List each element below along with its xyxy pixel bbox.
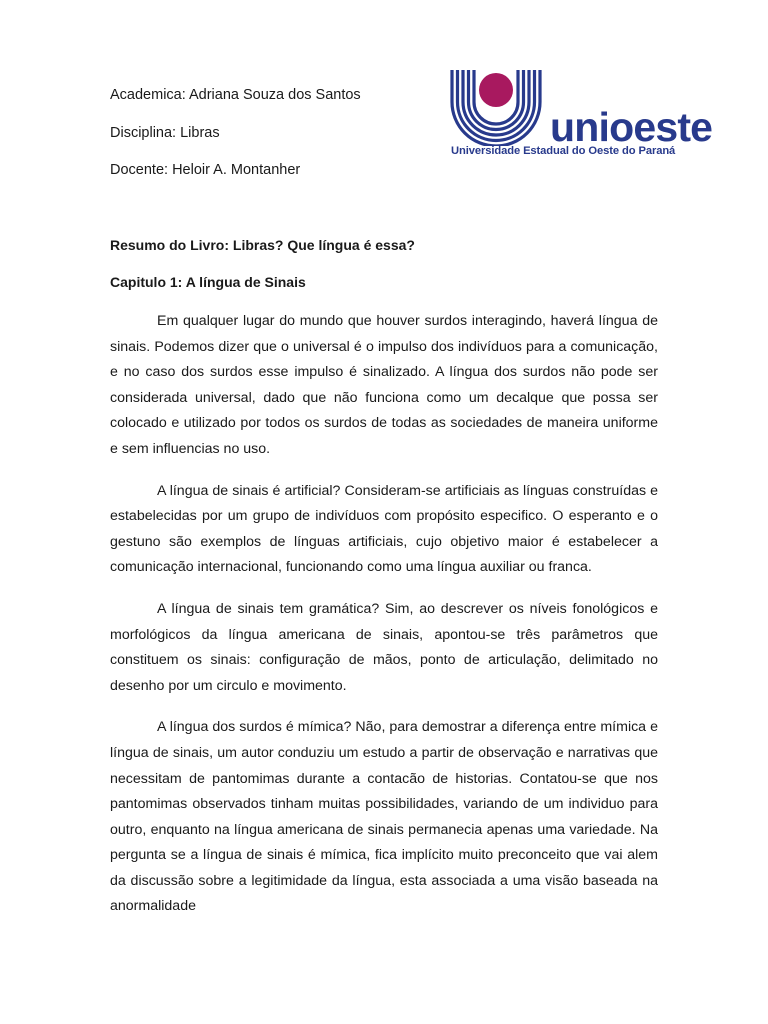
document-title: Resumo do Livro: Libras? Que língua é essa? (110, 237, 415, 253)
logo-subtitle: Universidade Estadual do Oeste do Paraná (451, 145, 676, 157)
paragraph: A língua de sinais é artificial? Consideram-se artificiais as línguas construídas e estabelecidas por um grupo de indivíduos com propósito especifico. O esperanto e o gestuno são exemplos de línguas artificiais, cujo objetivo maior é estabelecer a comunicação internacional, funcionando como uma língua auxiliar ou franca. (110, 482, 658, 576)
body-text (110, 309, 658, 936)
paragraph: Em qualquer lugar do mundo que houver surdos interagindo, haverá língua de sinais. Podemos dizer que o universal é o impulso dos indivíduos para a comunicação, e no caso dos surdos esse impulso é sinalizado. A língua dos surdos não pode ser considerada universal, dado que não funciona como um decalque que possa ser colocado e utilizado por todos os surdos de todas as sociedades de maneira uniforme e sem influencias no uso. (110, 313, 658, 457)
unioeste-emblem-icon (446, 68, 550, 146)
teacher-name: Docente: Heloir A. Montanher (110, 162, 301, 178)
paragraph: A língua de sinais tem gramática? Sim, ao descrever os níveis fonológicos e morfológicos da língua americana de sinais, apontou-se três parâmetros que constituem os sinais: configuração de mãos, ponto de articulação, delimitado no desenho por um circulo e movimento. (110, 600, 658, 694)
course-name: Disciplina: Libras (110, 125, 220, 141)
unioeste-logo (446, 68, 716, 160)
paragraph: A língua dos surdos é mímica? Não, para demostrar a diferença entre mímica e língua de sinais, um autor conduziu um estudo a partir de observação e narrativas que necessitam de pantomimas durante a contacão de historias. Contatou-se que nos pantomimas observados tinham muitas possibilidades, variando de um individuo para outro, enquanto na língua americana de sinais permanecia apenas uma variedade. Na pergunta se a língua de sinais é mímica, fica implícito muito preconceito que vai alem da discussão sobre a legitimidade da língua, esta associada a uma visão baseada na anormalidade (110, 719, 658, 915)
logo-name: unioeste (550, 104, 713, 150)
student-name: Academica: Adriana Souza dos Santos (110, 87, 361, 103)
chapter-heading: Capitulo 1: A língua de Sinais (110, 274, 306, 290)
